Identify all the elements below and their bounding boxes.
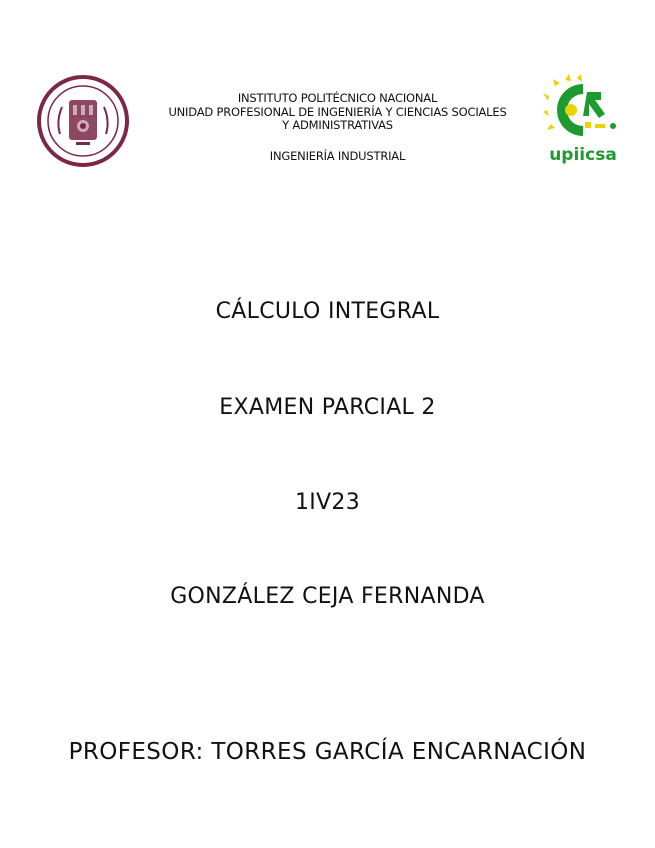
institution-header <box>140 92 535 163</box>
upiicsa-logo <box>543 74 623 166</box>
institution-name: INSTITUTO POLITÉCNICO NACIONAL <box>237 91 438 105</box>
unit-name-line2: Y ADMINISTRATIVAS <box>282 118 393 132</box>
group-code: 1IV23 <box>294 490 361 515</box>
department-name: INGENIERÍA INDUSTRIAL <box>269 148 406 163</box>
student-name: GONZÁLEZ CEJA FERNANDA <box>170 584 485 609</box>
subject-title: CÁLCULO INTEGRAL <box>215 299 440 324</box>
exam-title: EXAMEN PARCIAL 2 <box>219 395 436 420</box>
upiicsa-logo-icon <box>543 74 623 166</box>
ipn-seal-icon <box>36 74 130 168</box>
unit-name-line1: UNIDAD PROFESIONAL DE INGENIERÍA Y CIENCIAS SOCIALES <box>168 104 507 119</box>
upiicsa-logo-text: upiicsa <box>549 145 617 165</box>
professor-name: PROFESOR: TORRES GARCÍA ENCARNACIÓN <box>68 739 587 765</box>
ipn-logo <box>36 74 130 168</box>
